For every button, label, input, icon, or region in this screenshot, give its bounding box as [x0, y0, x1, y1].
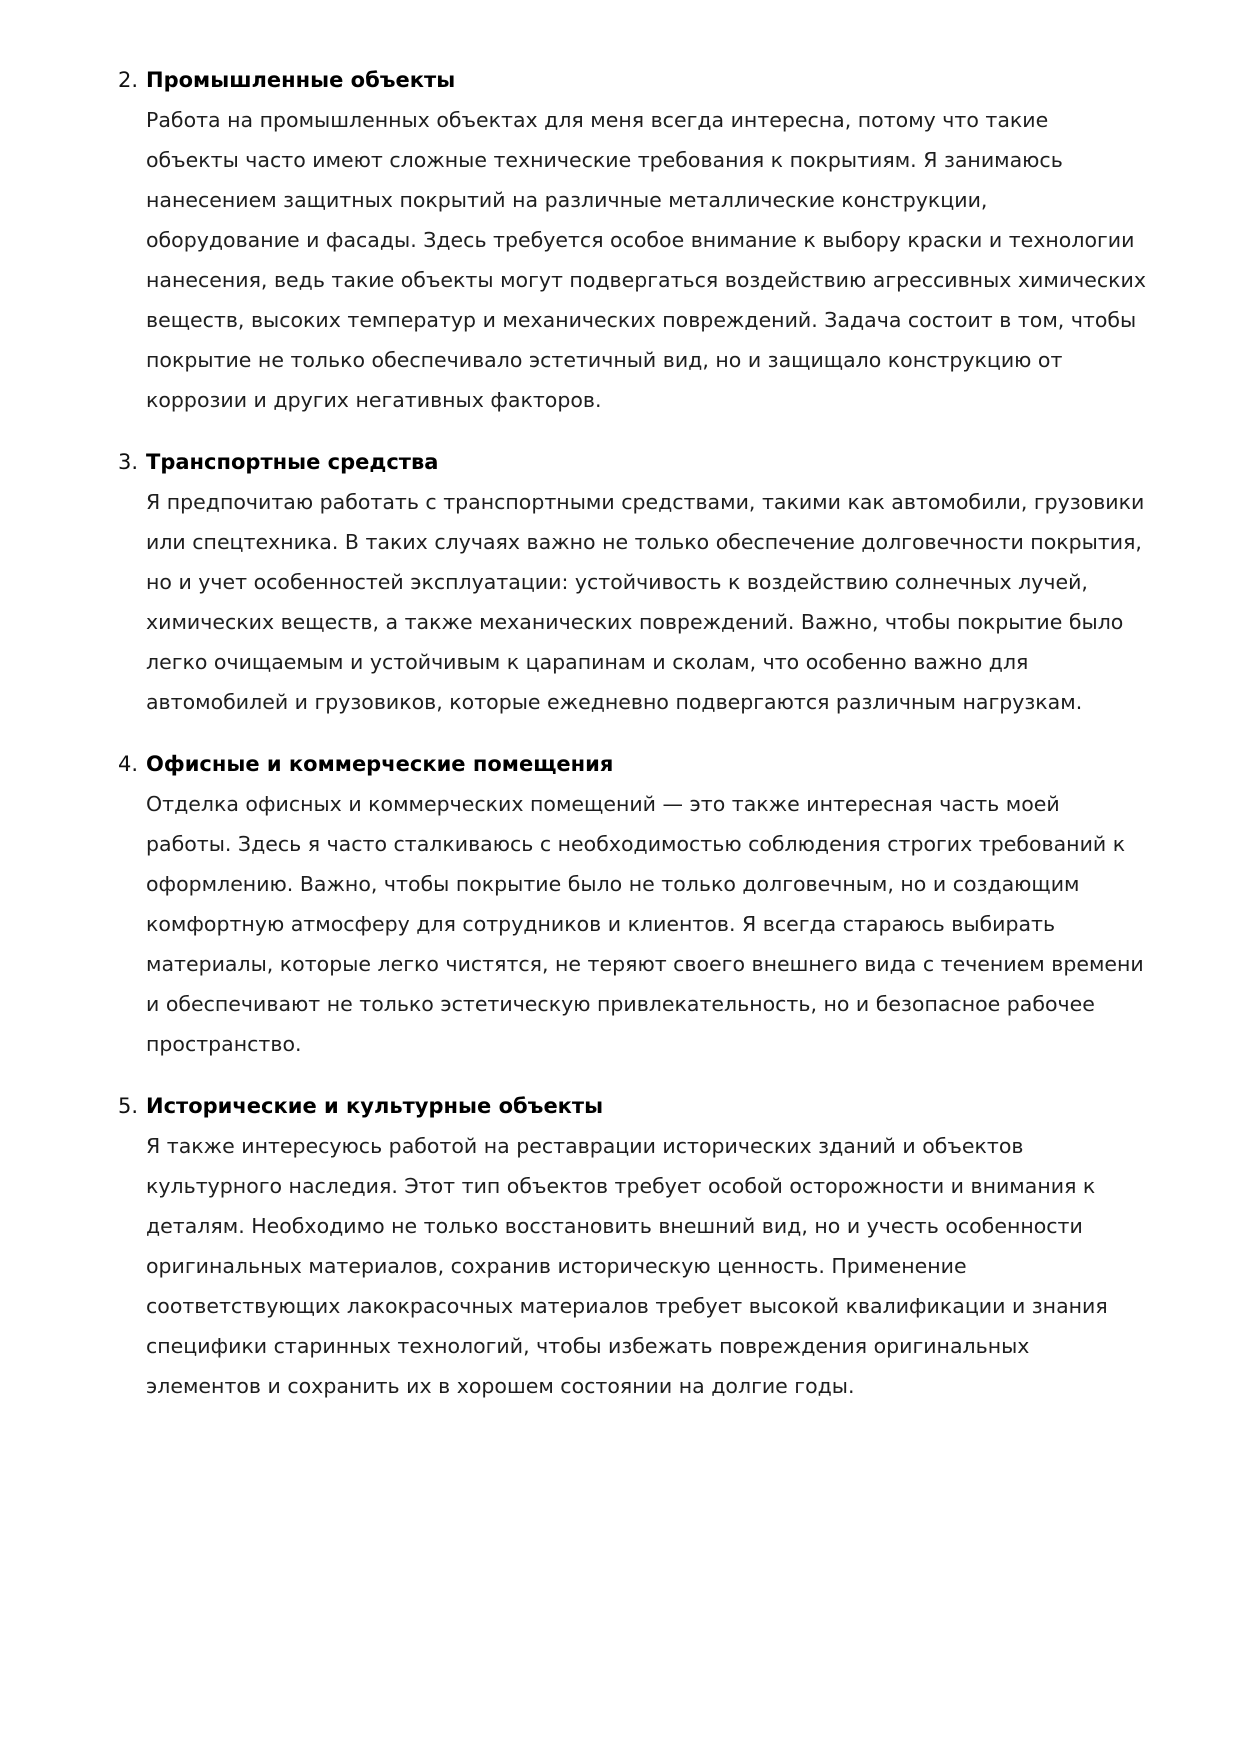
item-title: Промышленные объекты	[146, 68, 456, 92]
item-title: Транспортные средства	[146, 450, 439, 474]
item-number: 5.	[118, 1094, 139, 1118]
item-body: Я предпочитаю работать с транспортными средствами, такими как автомобили, грузовики или спецтехника. В таких случаях важно не только обеспечение долговечности покрытия, но и учет особенностей эксплуатации: устойчивость к воздействию солнечных лучей, химических веществ, а также механических повреждений. Важно, чтобы покрытие было легко очищаемым и устойчивым к царапинам и сколам, что особенно важно для автомобилей и грузовиков, которые ежедневно подвергаются различным нагрузкам.	[146, 490, 1145, 714]
item-body: Работа на промышленных объектах для меня всегда интересна, потому что такие объекты часто имеют сложные технические требования к покрытиям. Я занимаюсь нанесением защитных покрытий на различные металлические конструкции, оборудование и фасады. Здесь требуется особое внимание к выбору краски и технологии нанесения, ведь такие объекты могут подвергаться воздействию агрессивных химических веществ, высоких температур и механических повреждений. Задача состоит в том, чтобы покрытие не только обеспечивало эстетичный вид, но и защищало конструкцию от коррозии и других негативных факторов.	[146, 108, 1146, 412]
item-body: Я также интересуюсь работой на реставрации исторических зданий и объектов культурного наследия. Этот тип объектов требует особой осторожности и внимания к деталям. Необходимо не только восстановить внешний вид, но и учесть особенности оригинальных материалов, сохранив историческую ценность. Применение соответствующих лакокрасочных материалов требует высокой квалификации и знания специфики старинных технологий, чтобы избежать повреждения оригинальных элементов и сохранить их в хорошем состоянии на долгие годы.	[146, 1134, 1108, 1398]
item-number: 3.	[118, 450, 139, 474]
item-title: Исторические и культурные объекты	[146, 1094, 604, 1118]
item-body: Отделка офисных и коммерческих помещений — это также интересная часть моей работы. Здесь я часто сталкиваюсь с необходимостью соблюдения строгих требований к оформлению. Важно, чтобы покрытие было не только долговечным, но и создающим комфортную атмосферу для сотрудников и клиентов. Я всегда стараюсь выбирать материалы, которые легко чистятся, не теряют своего внешнего вида с течением времени и обеспечивают не только эстетическую привлекательность, но и безопасное рабочее пространство.	[146, 792, 1144, 1056]
item-number: 2.	[118, 68, 139, 92]
item-title: Офисные и коммерческие помещения	[146, 752, 614, 776]
item-number: 4.	[118, 752, 139, 776]
list-item-industrial	[118, 60, 1150, 420]
list-item-transport	[118, 442, 1150, 722]
list-item-offices	[118, 744, 1150, 1064]
section-list	[118, 60, 1150, 1428]
list-item-historical	[118, 1086, 1150, 1406]
